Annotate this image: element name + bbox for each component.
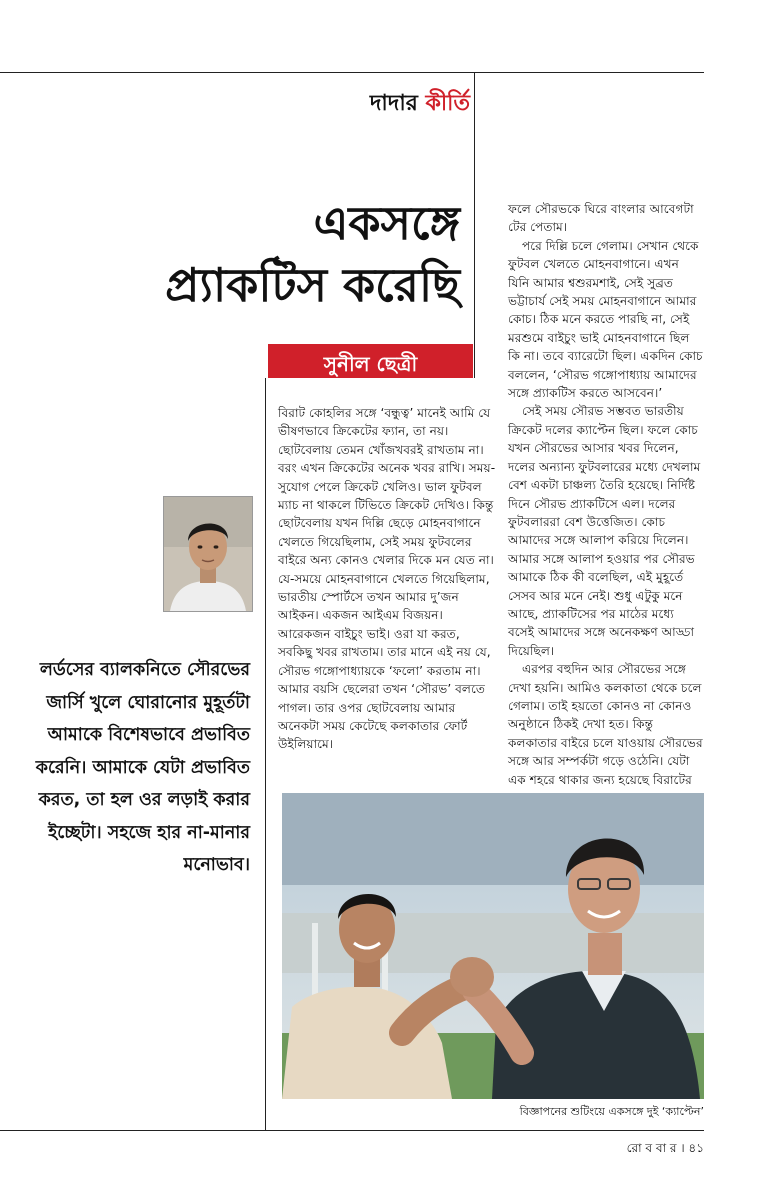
page-folio: রো ব বা র । ৪১: [626, 1141, 704, 1155]
body-column-middle: [278, 404, 496, 754]
author-portrait: [163, 496, 253, 612]
headline-line-2: প্র্যাকটিস করেছি: [165, 258, 460, 312]
headline: [40, 192, 460, 316]
body-column-right: [508, 200, 703, 807]
body-paragraph: পরে দিল্লি চলে গেলাম। সেখান থেকে ফুটবল খেলতে মোহনবাগানে। এখন যিনি আমার শ্বশুরমশাই, সেই সুব্রত ভট্টাচার্য সেই সময় মোহনবাগানে আমার কোচ। ঠিক মনে করতে পারছি না, সেই মরশুমে বাইচুং ভাই মোহনবাগানে ছিল কি না। তবে ব্যারেটো ছিল। একদিন কোচ বললেন, ‘সৌরভ গঙ্গোপাধ্যায় আমাদের সঙ্গে প্র্যাকটিস করতে আসবেন।’: [508, 238, 703, 401]
body-vertical-rule: [265, 378, 266, 1130]
headline-line-1: একসঙ্গে: [313, 196, 460, 250]
body-paragraph: এরপর বহুদিন আর সৌরভের সঙ্গে দেখা হয়নি। আমিও কলকাতা থেকে চলে গেলাম। তাই হয়তো কোনও না কোনও অনুষ্ঠানে ঠিকই দেখা হত। কিন্তু কলকাতার বাইরে চলে যাওয়ায় সৌরভের সঙ্গে আর সম্পর্কটা গড়ে ওঠেনি। যেটা এক শহরে থাকার জন্য হয়েছে বিরাটের: [508, 662, 703, 787]
section-label: [340, 86, 470, 123]
section-label-accent: কীর্তি: [425, 91, 470, 116]
photo-caption: বিজ্ঞাপনের শুটিংয়ে একসঙ্গে দুই ‘ক্যাপ্টেন’: [519, 1105, 704, 1118]
section-label-prefix: দাদার: [369, 91, 418, 116]
byline: সুনীল ছেত্রী: [323, 352, 418, 376]
body-paragraph: ফলে সৌরভকে ঘিরে বাংলার আবেগটা টের পেতাম।: [508, 202, 694, 235]
body-paragraph: সেই সময় সৌরভ সম্ভবত ভারতীয় ক্রিকেট দলের ক্যাপ্টেন ছিল। ফলে কোচ যখন সৌরভের আসার খবর দিলেন, দলের অন্যান্য ফুটবলারের মধ্যে দেখলাম বেশ একটা চাঞ্চল্য তৈরি হয়েছে। নির্দিষ্ট দিনে সৌরভ প্র্যাকটিসে এল। দলের ফুটবলাররা বেশ উত্তেজিত। কোচ আমাদের সঙ্গে আলাপ করিয়ে দিলেন। আমার সঙ্গে আলাপ হওয়ার পর সৌরভ আমাকে ঠিক কী বলেছিল, এই মুহূর্তে সেসব আর মনে নেই। শুধু এটুকু মনে আছে, প্র্যাকটিসের পর মাঠের মধ্যে বসেই আমাদের সঙ্গে অনেকক্ষণ আড্ডা দিয়েছিল।: [508, 404, 701, 658]
headline-vertical-rule: [474, 72, 475, 378]
pull-quote: লর্ডসের ব্যালকনিতে সৌরভের জার্সি খুলে ঘোরানোর মুহূর্তটা আমাকে বিশেষভাবে প্রভাবিত করেনি। আমাকে যেটা প্রভাবিত করত, তা হল ওর লড়াই করার ইচ্ছেটা। সহজে হার না-মানার মনোভাব।: [35, 660, 250, 875]
footer-rule: [0, 1130, 704, 1131]
body-paragraph: বিরাট কোহলির সঙ্গে ‘বন্ধুত্ব’ মানেই আমি যে ভীষণভাবে ক্রিকেটের ফ্যান, তা নয়। ছোটবেলায় তেমন খোঁজখবরই রাখতাম না। বরং এখন ক্রিকেটের অনেক খবর রাখি। সময়-সুযোগ পেলে ক্রিকেট খেলিও। ভাল ফুটবল ম্যাচ না থাকলে টিভিতে ক্রিকেট দেখিও। কিন্তু ছোটবেলায় যখন দিল্লি ছেড়ে মোহনবাগানে খেলতে গিয়েছিলাম, সেই সময় ফুটবলের বাইরে অন্য কোনও খেলার দিকে মন যেত না। যে-সময়ে মোহনবাগানে খেলতে গিয়েছিলাম, ভারতীয় স্পোর্টসে তখন আমার দু’জন আইকন। একজন আইএম বিজয়ন। আরেকজন বাইচুং ভাই। ওরা যা করত, সবকিছু খবর রাখতাম। তার মানে এই নয় যে, সৌরভ গঙ্গোপাধ্যায়কে ‘ফলো’ করতাম না। আমার বয়সি ছেলেরা তখন ‘সৌরভ’ বলতে পাগল। তার ওপর ছোটবেলায় আমার অনেকটা সময় কেটেছে কলকাতার ফোর্ট উইলিয়ামে।: [278, 406, 496, 752]
top-rule: [0, 72, 704, 73]
feature-photo: [282, 793, 704, 1099]
